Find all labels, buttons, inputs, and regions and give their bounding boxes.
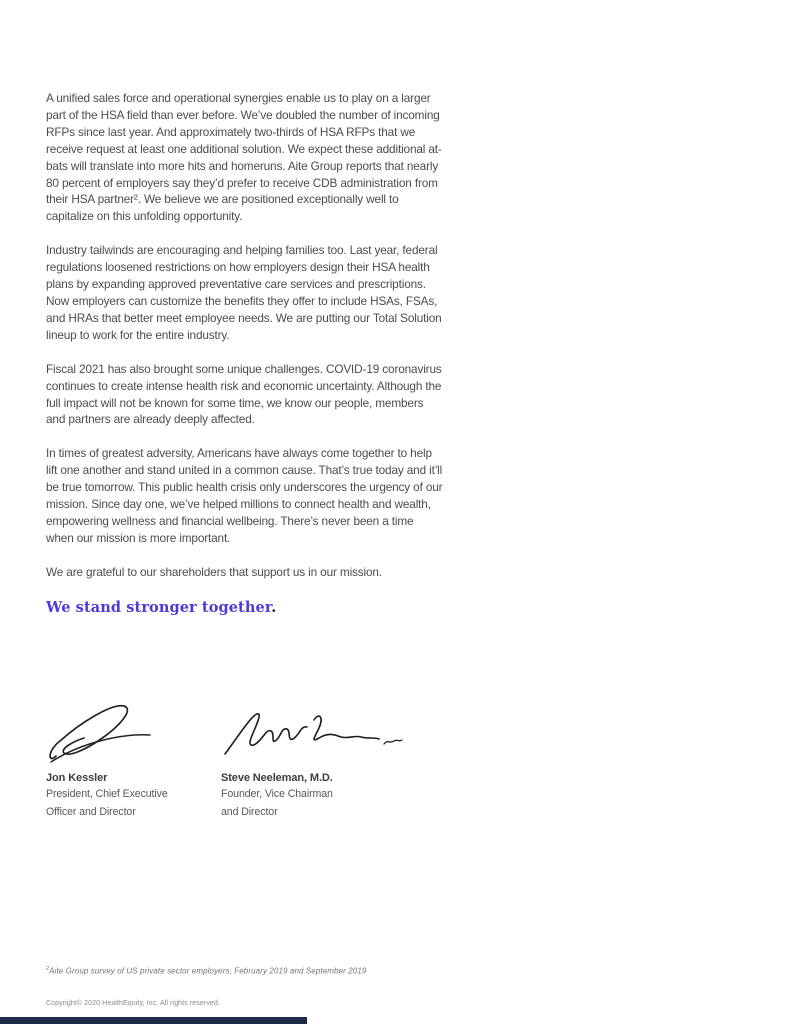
steve-neeleman-signature (221, 704, 406, 764)
signer-name: Jon Kessler (46, 772, 108, 784)
signer-title: Founder, Vice Chairman (221, 788, 333, 800)
jon-kessler-signature (46, 698, 166, 764)
signature-block (46, 698, 441, 818)
signer-name: Steve Neeleman, M.D. (221, 772, 333, 784)
footer-accent-bar (0, 1017, 307, 1024)
signer-title: Officer and Director (46, 806, 136, 818)
signer-title: President, Chief Executive (46, 788, 168, 800)
footnote-text: Aite Group survey of US private sector employers, February 2019 and September 2019 (49, 966, 367, 976)
signer-steve-neeleman (221, 698, 441, 818)
brand-tagline (46, 600, 444, 617)
signer-title: and Director (221, 806, 278, 818)
footnote (46, 966, 366, 976)
brand-tagline-text: We stand stronger together (46, 598, 272, 616)
copyright-line: Copyright© 2020 HealthEquity, Inc. All rights reserved. (46, 1000, 220, 1007)
letter-body (46, 90, 444, 617)
letter-paragraph: Industry tailwinds are encouraging and helping families too. Last year, federal regulations loosened restrictions on how employers design their HSA health plans by expanding approved preventative care services and prescriptions. Now employers can customize the benefits they offer to include HSAs, FSAs, and HRAs that better meet employee needs. We are putting our Total Solution lineup to work for the entire industry. (46, 243, 442, 342)
footnote-marker: 2 (46, 966, 50, 972)
letter-paragraph: We are grateful to our shareholders that support us in our mission. (46, 564, 382, 579)
signer-jon-kessler (46, 698, 221, 818)
letter-paragraph: A unified sales force and operational synergies enable us to play on a larger part of the HSA field than ever before. We’ve doubled the number of incoming RFPs since last year. And approximately two-thirds of HSA RFPs that we receive request at least one additional solution. We expect these additional at-bats will translate into more hits and homeruns. Aite Group reports that nearly 80 percent of employers say they’d prefer to receive CDB administration from their HSA partner². We believe we are positioned exceptionally well to capitalize on this unfolding opportunity. (46, 91, 442, 224)
letter-paragraph: In times of greatest adversity, Americans have always come together to help lift one another and stand united in a common cause. That’s true today and it’ll be true tomorrow. This public health crisis only underscores the urgency of our mission. Since day one, we’ve helped millions to connect health and wealth, empowering wellness and financial wellbeing. There’s never been a time when our mission is more important. (46, 446, 443, 545)
brand-tagline-period: . (271, 598, 277, 616)
letter-paragraph: Fiscal 2021 has also brought some unique challenges. COVID-19 coronavirus continues to create intense health risk and economic uncertainty. Although the full impact will not be known for some time, we know our people, members and partners are already deeply affected. (46, 361, 442, 427)
